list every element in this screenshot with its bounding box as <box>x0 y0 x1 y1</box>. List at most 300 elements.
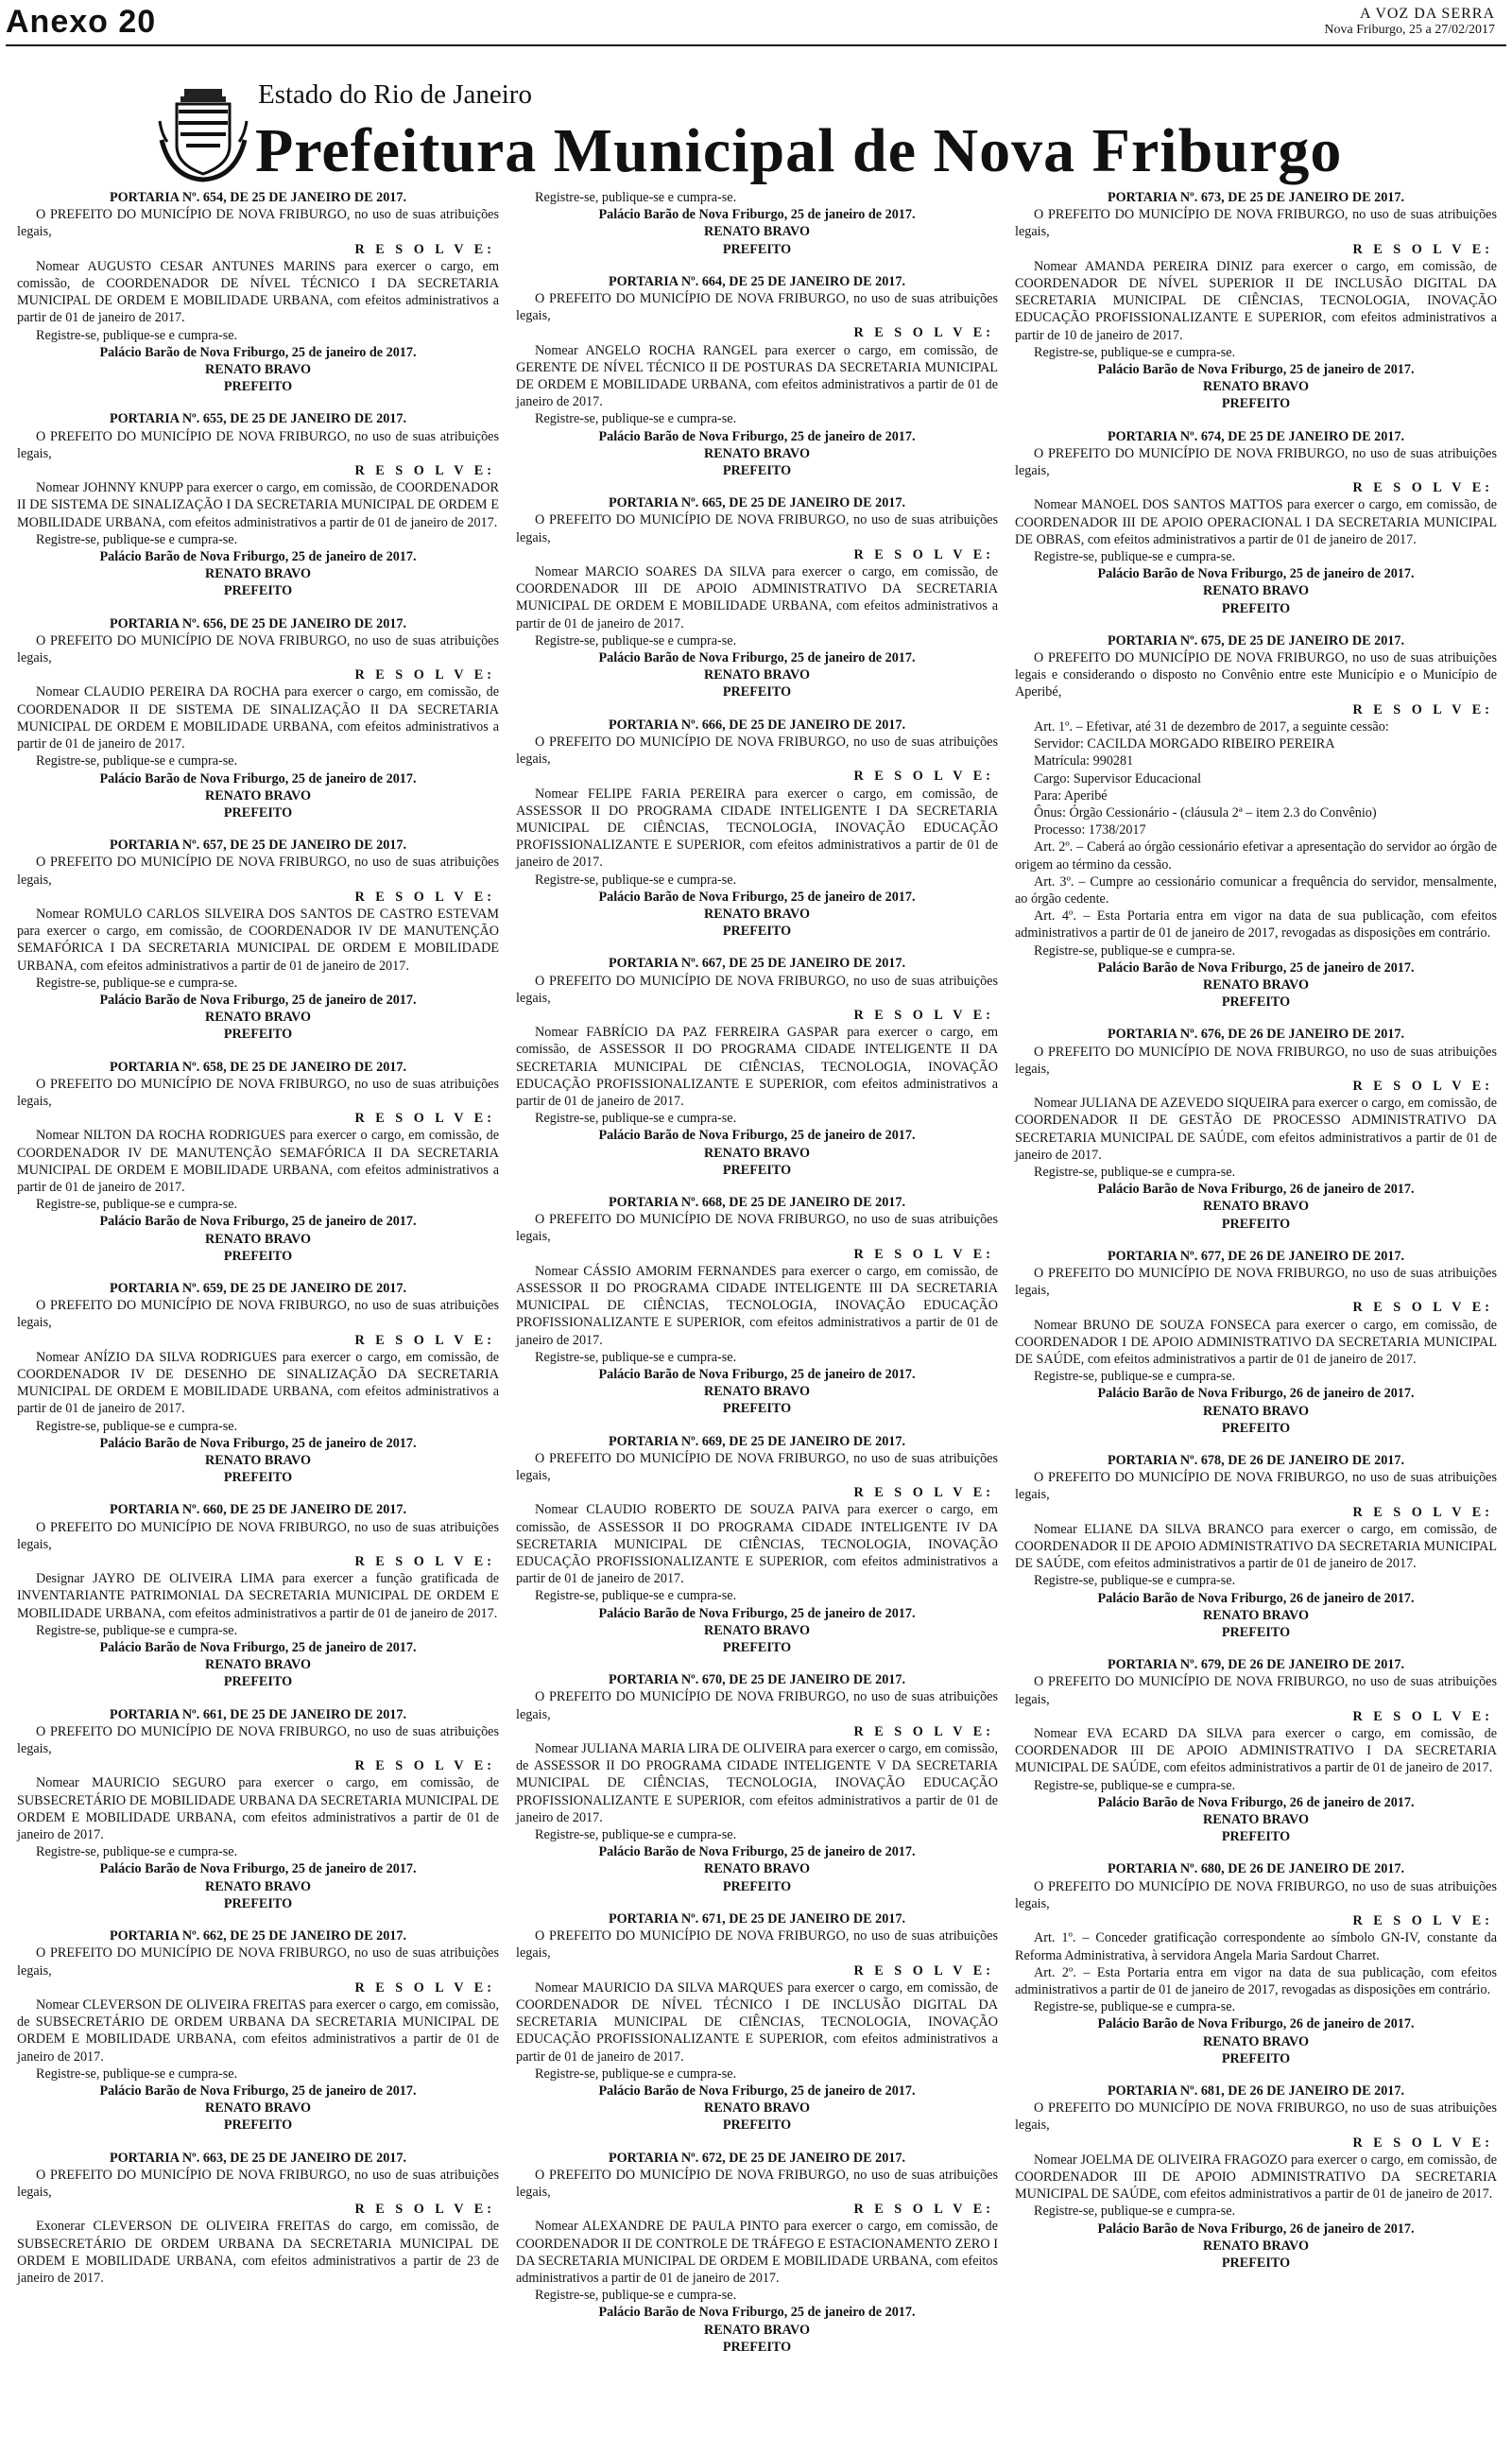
register-line: Registre-se, publique-se e cumpra-se. <box>36 753 238 769</box>
block-spacer <box>516 2356 998 2371</box>
portaria-block <box>1015 2082 1497 2287</box>
portaria-article: Art. 2º. – Esta Portaria entra em vigor na data de sua publicação, com efeitos administrativos a partir de 01 de janeiro de 2017, revogadas as disposições em contrário. <box>1015 1964 1497 1997</box>
signer-name: RENATO BRAVO <box>703 445 811 461</box>
portaria-article: Processo: 1738/2017 <box>1034 822 1146 838</box>
signer-title: PREFEITO <box>1221 1829 1291 1845</box>
portaria-heading: PORTARIA Nº. 666, DE 25 DE JANEIRO DE 2017. <box>608 717 906 733</box>
signer-name: RENATO BRAVO <box>204 2100 312 2117</box>
portaria-article: Ônus: Órgão Cessionário - (cláusula 2ª – item 2.3 do Convênio) <box>1034 804 1377 821</box>
signer-name: RENATO BRAVO <box>1202 379 1310 395</box>
portaria-intro: O PREFEITO DO MUNICÍPIO DE NOVA FRIBURGO, no uso de suas atribuições legais, <box>17 632 499 666</box>
portaria-body: Nomear ROMULO CARLOS SILVEIRA DOS SANTOS DE CASTRO ESTEVAM para exercer o cargo, em comissão, de COORDENADOR IV DE MANUTENÇÃO SEMAFÓRICA I DA SECRETARIA MUNICIPAL DE ORDEM E MOBILIDADE URBANA, com efeitos administrativos a partir de 01 de janeiro de 2017. <box>17 906 499 974</box>
resolve-label: R E S O L V E: <box>1352 1078 1493 1094</box>
register-line: Registre-se, publique-se e cumpra-se. <box>36 1622 238 1638</box>
portaria-intro: O PREFEITO DO MUNICÍPIO DE NOVA FRIBURGO, no uso de suas atribuições legais, <box>17 1945 499 1979</box>
register-line: Registre-se, publique-se e cumpra-se. <box>535 2288 737 2304</box>
portaria-body: Nomear CLAUDIO PEREIRA DA ROCHA para exercer o cargo, em comissão, de COORDENADOR II DE SISTEMA DE SINALIZAÇÃO II DA SECRETARIA MUNICIPAL DE ORDEM E MOBILIDADE URBANA, com efeitos administrativos a partir de 01 de janeiro de 2017. <box>17 684 499 752</box>
signer-name: RENATO BRAVO <box>1202 1403 1310 1419</box>
signer-title: PREFEITO <box>1221 396 1291 412</box>
resolve-label: R E S O L V E: <box>1352 2134 1493 2151</box>
register-line: Registre-se, publique-se e cumpra-se. <box>535 1111 737 1127</box>
portaria-block <box>17 189 499 410</box>
portaria-body: Nomear EVA ECARD DA SILVA para exercer o cargo, em comissão, de COORDENADOR III DE APOIO ADMINISTRATIVO I DA SECRETARIA MUNICIPAL DE SAÚDE, com efeitos administrativos a partir de 01 de janeiro de 2017. <box>1015 1726 1497 1776</box>
signer-title: PREFEITO <box>722 1401 792 1417</box>
resolve-label: R E S O L V E: <box>1352 480 1493 496</box>
signer-title: PREFEITO <box>1221 2050 1291 2066</box>
portaria-heading: PORTARIA Nº. 674, DE 25 DE JANEIRO DE 2017. <box>1107 428 1405 444</box>
palace-date: Palácio Barão de Nova Friburgo, 25 de janeiro de 2017. <box>1097 959 1415 976</box>
signer-title: PREFEITO <box>1221 600 1291 616</box>
signer-name: RENATO BRAVO <box>703 2100 811 2117</box>
portaria-intro: O PREFEITO DO MUNICÍPIO DE NOVA FRIBURGO, no uso de suas atribuições legais, <box>1015 1470 1497 1503</box>
portaria-block <box>1015 1452 1497 1656</box>
signer-name: RENATO BRAVO <box>703 667 811 683</box>
portaria-block <box>1015 189 1497 428</box>
portaria-block <box>17 1927 499 2149</box>
register-line: Registre-se, publique-se e cumpra-se. <box>36 327 238 343</box>
resolve-label: R E S O L V E: <box>354 667 495 683</box>
register-line: Registre-se, publique-se e cumpra-se. <box>535 1349 737 1365</box>
portaria-intro: O PREFEITO DO MUNICÍPIO DE NOVA FRIBURGO, no uso de suas atribuições legais, <box>516 1928 998 1961</box>
portaria-body: Nomear ANÍZIO DA SILVA RODRIGUES para exercer o cargo, em comissão, de COORDENADOR IV DE DESENHO DE SINALIZAÇÃO DA SECRETARIA MUNICIPAL DE ORDEM E MOBILIDADE URBANA, com efeitos administrativos a partir de 01 de janeiro de 2017. <box>17 1349 499 1417</box>
continued-closing <box>516 189 998 273</box>
portaria-body: Nomear ELIANE DA SILVA BRANCO para exercer o cargo, em comissão, de COORDENADOR II DE APOIO ADMINISTRATIVO DA SECRETARIA MUNICIPAL DE SAÚDE, com efeitos administrativos a partir de 01 de janeiro de 2017. <box>1015 1521 1497 1572</box>
resolve-label: R E S O L V E: <box>1352 1504 1493 1520</box>
portaria-intro: O PREFEITO DO MUNICÍPIO DE NOVA FRIBURGO, no uso de suas atribuições legais, <box>516 1450 998 1484</box>
signer-name: RENATO BRAVO <box>204 1010 312 1026</box>
prefeitura-title: Prefeitura Municipal de Nova Friburgo <box>255 116 1343 185</box>
signer-name: RENATO BRAVO <box>703 1861 811 1877</box>
signer-title: PREFEITO <box>223 1027 293 1043</box>
resolve-label: R E S O L V E: <box>354 1758 495 1774</box>
portaria-body: Nomear NILTON DA ROCHA RODRIGUES para exercer o cargo, em comissão, de COORDENADOR IV DE MANUTENÇÃO SEMAFÓRICA II DA SECRETARIA MUNICIPAL DE ORDEM E MOBILIDADE URBANA, com efeitos administrativos a partir de 01 de janeiro de 2017. <box>17 1128 499 1195</box>
portaria-article: Para: Aperibé <box>1034 787 1108 804</box>
palace-date: Palácio Barão de Nova Friburgo, 25 de janeiro de 2017. <box>598 428 916 444</box>
block-spacer <box>17 1265 499 1280</box>
portaria-body: Nomear CÁSSIO AMORIM FERNANDES para exercer o cargo, em comissão, de ASSESSOR II DO PROGRAMA CIDADE INTELIGENTE III DA SECRETARIA MUNICIPAL DE CIÊNCIAS, TECNOLOGIA, INOVAÇÃO EDUCAÇÃO PROFISSIONALIZANTE E SUPERIOR, com efeitos administrativos a partir de 01 de janeiro de 2017. <box>516 1263 998 1348</box>
portaria-heading: PORTARIA Nº. 670, DE 25 DE JANEIRO DE 2017. <box>608 1672 906 1688</box>
portaria-body: Nomear CLEVERSON DE OLIVEIRA FREITAS para exercer o cargo, em comissão, de SUBSECRETÁRIO DE ORDEM URBANA DA SECRETARIA MUNICIPAL DE ORDEM E MOBILIDADE URBANA, com efeitos administrativos a partir de 01 de janeiro de 2017. <box>17 1996 499 2065</box>
portaria-body: Nomear MANOEL DOS SANTOS MATTOS para exercer o cargo, em comissão, de COORDENADOR III DE APOIO OPERACIONAL I DA SECRETARIA MUNICIPAL DE OBRAS, com efeitos administrativos a partir de 01 de janeiro de 2017. <box>1015 497 1497 547</box>
signer-name: RENATO BRAVO <box>204 1231 312 1247</box>
block-spacer <box>1015 1641 1497 1656</box>
resolve-label: R E S O L V E: <box>853 1723 994 1739</box>
portaria-block <box>17 1706 499 1927</box>
resolve-label: R E S O L V E: <box>853 325 994 341</box>
portaria-body: Nomear FABRÍCIO DA PAZ FERREIRA GASPAR para exercer o cargo, em comissão, de ASSESSOR II DO PROGRAMA CIDADE INTELIGENTE II DA SECRETARIA MUNICIPAL DE CIÊNCIAS, TECNOLOGIA, INOVAÇÃO EDUCAÇÃO PROFISSIONALIZANTE E SUPERIOR, com efeitos administrativos a partir de 01 de janeiro de 2017. <box>516 1025 998 1109</box>
block-spacer <box>17 2134 499 2150</box>
palace-date: Palácio Barão de Nova Friburgo, 25 de janeiro de 2017. <box>99 1214 417 1230</box>
resolve-label: R E S O L V E: <box>853 1485 994 1501</box>
register-line: Registre-se, publique-se e cumpra-se. <box>36 531 238 547</box>
portaria-block <box>17 410 499 614</box>
signer-title: PREFEITO <box>1221 1420 1291 1436</box>
register-line: Registre-se, publique-se e cumpra-se. <box>1034 1369 1236 1385</box>
signer-title: PREFEITO <box>722 1162 792 1178</box>
signer-name: RENATO BRAVO <box>1202 2238 1310 2254</box>
portaria-block <box>516 1910 998 2150</box>
portaria-block <box>516 2150 998 2371</box>
signer-name: RENATO BRAVO <box>703 224 811 240</box>
signer-title: PREFEITO <box>722 1878 792 1894</box>
register-line: Registre-se, publique-se e cumpra-se. <box>1034 1777 1236 1793</box>
signer-title: PREFEITO <box>722 1640 792 1656</box>
block-spacer <box>1015 1233 1497 1248</box>
block-spacer <box>17 600 499 615</box>
resolve-label: R E S O L V E: <box>1352 241 1493 257</box>
palace-date: Palácio Barão de Nova Friburgo, 25 de janeiro de 2017. <box>99 2082 417 2099</box>
signer-name: RENATO BRAVO <box>1202 1199 1310 1215</box>
block-spacer <box>516 1895 998 1910</box>
portaria-intro: O PREFEITO DO MUNICÍPIO DE NOVA FRIBURGO, no uso de suas atribuições legais, <box>516 512 998 545</box>
signer-name: RENATO BRAVO <box>204 787 312 804</box>
resolve-label: R E S O L V E: <box>853 1007 994 1023</box>
portaria-intro: O PREFEITO DO MUNICÍPIO DE NOVA FRIBURGO, no uso de suas atribuições legais, <box>1015 1044 1497 1077</box>
portaria-body: Nomear ALEXANDRE DE PAULA PINTO para exercer o cargo, em comissão, de COORDENADOR II DE CONTROLE DE TRÁFEGO E ESTACIONAMENTO ZERO I DA SECRETARIA MUNICIPAL DE ORDEM E MOBILIDADE URBANA, com efeitos administrativos a partir de 01 de janeiro de 2017. <box>516 2219 998 2286</box>
palace-date: Palácio Barão de Nova Friburgo, 25 de janeiro de 2017. <box>598 889 916 905</box>
palace-date: Palácio Barão de Nova Friburgo, 25 de janeiro de 2017. <box>1097 362 1415 378</box>
portaria-block <box>17 837 499 1058</box>
register-line: Registre-se, publique-se e cumpra-se. <box>1034 549 1236 565</box>
portaria-block <box>516 1433 998 1672</box>
portaria-article: Art. 2º. – Caberá ao órgão cessionário efetivar a apresentação do servidor ao órgão de origem ao término da cessão. <box>1015 839 1497 873</box>
portaria-body: Designar JAYRO DE OLIVEIRA LIMA para exercer a função gratificada de INVENTARIANTE PATRIMONIAL DA SECRETARIA MUNICIPAL DE ORDEM E MOBILIDADE URBANA, com efeitos administrativos a partir de 01 de janeiro de 2017. <box>17 1571 499 1621</box>
portaria-body: Nomear JULIANA MARIA LIRA DE OLIVEIRA para exercer o cargo, em comissão, de ASSESSOR II DO PROGRAMA CIDADE INTELIGENTE V DA SECRETARIA MUNICIPAL DE CIÊNCIAS, TECNOLOGIA, INOVAÇÃO EDUCAÇÃO PROFISSIONALIZANTE E SUPERIOR, com efeitos administrativos a partir de 01 de janeiro de 2017. <box>516 1741 998 1825</box>
portaria-intro: O PREFEITO DO MUNICÍPIO DE NOVA FRIBURGO, no uso de suas atribuições legais, <box>516 1689 998 1722</box>
palace-date: Palácio Barão de Nova Friburgo, 26 de janeiro de 2017. <box>1097 1386 1415 1402</box>
palace-date: Palácio Barão de Nova Friburgo, 25 de janeiro de 2017. <box>99 992 417 1008</box>
portaria-body: Nomear JULIANA DE AZEVEDO SIQUEIRA para exercer o cargo, em comissão, de COORDENADOR II DE GESTÃO DE PROCESSO ADMINISTRATIVO DA SECRETARIA MUNICIPAL DE SAÚDE, com efeitos administrativos a partir de 01 de janeiro de 2017. <box>1015 1096 1497 1163</box>
portaria-intro: O PREFEITO DO MUNICÍPIO DE NOVA FRIBURGO, no uso de suas atribuições legais, <box>1015 445 1497 479</box>
resolve-label: R E S O L V E: <box>1352 1300 1493 1316</box>
portaria-block <box>516 494 998 716</box>
palace-date: Palácio Barão de Nova Friburgo, 25 de janeiro de 2017. <box>598 650 916 666</box>
palace-date: Palácio Barão de Nova Friburgo, 26 de janeiro de 2017. <box>1097 1590 1415 1606</box>
resolve-label: R E S O L V E: <box>853 1962 994 1979</box>
portaria-block <box>17 1501 499 1705</box>
portaria-block <box>17 615 499 837</box>
palace-date: Palácio Barão de Nova Friburgo, 26 de janeiro de 2017. <box>1097 2221 1415 2237</box>
palace-date: Palácio Barão de Nova Friburgo, 26 de janeiro de 2017. <box>1097 1182 1415 1198</box>
signer-name: RENATO BRAVO <box>1202 2033 1310 2049</box>
portaria-heading: PORTARIA Nº. 654, DE 25 DE JANEIRO DE 2017. <box>109 190 407 205</box>
portaria-heading: PORTARIA Nº. 680, DE 26 DE JANEIRO DE 2017. <box>1107 1861 1405 1877</box>
signer-name: RENATO BRAVO <box>1202 1607 1310 1623</box>
block-spacer <box>516 701 998 717</box>
palace-date: Palácio Barão de Nova Friburgo, 25 de janeiro de 2017. <box>99 1861 417 1877</box>
resolve-label: R E S O L V E: <box>354 889 495 905</box>
portaria-heading: PORTARIA Nº. 665, DE 25 DE JANEIRO DE 2017. <box>608 495 906 511</box>
portaria-heading: PORTARIA Nº. 675, DE 25 DE JANEIRO DE 2017. <box>1107 632 1405 648</box>
portaria-heading: PORTARIA Nº. 667, DE 25 DE JANEIRO DE 2017. <box>608 956 906 972</box>
resolve-label: R E S O L V E: <box>853 546 994 562</box>
resolve-label: R E S O L V E: <box>1352 1708 1493 1724</box>
portaria-article: Art. 4º. – Esta Portaria entra em vigor na data de sua publicação, com efeitos administrativos a partir de 01 de janeiro de 2017, revogadas as disposições em contrário. <box>1015 908 1497 942</box>
portaria-body: Nomear JOELMA DE OLIVEIRA FRAGOZO para exercer o cargo, em comissão, de COORDENADOR III DE APOIO ADMINISTRATIVO DA SECRETARIA MUNICIPAL DE SAÚDE, com efeitos administrativos a partir de 01 de janeiro de 2017. <box>1015 2152 1497 2203</box>
signer-title: PREFEITO <box>722 2339 792 2355</box>
portaria-intro: O PREFEITO DO MUNICÍPIO DE NOVA FRIBURGO, no uso de suas atribuições legais, <box>516 734 998 768</box>
portaria-intro: O PREFEITO DO MUNICÍPIO DE NOVA FRIBURGO, no uso de suas atribuições legais, <box>516 1212 998 1245</box>
portaria-body: Exonerar CLEVERSON DE OLIVEIRA FREITAS do cargo, em comissão, de SUBSECRETÁRIO DE ORDEM URBANA DA SECRETARIA MUNICIPAL DE ORDEM E MOBILIDADE URBANA, com efeitos administrativos a partir de 23 de janeiro de 2017. <box>17 2219 499 2286</box>
register-line: Registre-se, publique-se e cumpra-se. <box>535 1827 737 1843</box>
palace-date: Palácio Barão de Nova Friburgo, 25 de janeiro de 2017. <box>598 207 916 223</box>
block-spacer <box>516 940 998 955</box>
portaria-block <box>1015 1860 1497 2082</box>
portaria-heading: PORTARIA Nº. 669, DE 25 DE JANEIRO DE 2017. <box>608 1433 906 1449</box>
block-spacer <box>17 1912 499 1927</box>
portaria-block <box>516 1671 998 1910</box>
block-spacer <box>1015 1845 1497 1860</box>
resolve-label: R E S O L V E: <box>354 1332 495 1348</box>
resolve-label: R E S O L V E: <box>354 463 495 479</box>
resolve-label: R E S O L V E: <box>1352 701 1493 717</box>
signer-name: RENATO BRAVO <box>204 1878 312 1894</box>
portaria-body: Nomear JOHNNY KNUPP para exercer o cargo, em comissão, de COORDENADOR II DE SISTEMA DE SINALIZAÇÃO I DA SECRETARIA MUNICIPAL DE ORDEM E MOBILIDADE URBANA, com efeitos administrativos a partir de 01 de janeiro de 2017. <box>17 480 499 530</box>
portaria-heading: PORTARIA Nº. 672, DE 25 DE JANEIRO DE 2017. <box>608 2150 906 2166</box>
register-line: Registre-se, publique-se e cumpra-se. <box>535 2065 737 2082</box>
portaria-body: Nomear AUGUSTO CESAR ANTUNES MARINS para exercer o cargo, em comissão, de COORDENADOR DE NÍVEL TÉCNICO I DA SECRETARIA MUNICIPAL DE ORDEM E MOBILIDADE URBANA, com efeitos administrativos a partir de 01 de janeiro de 2017. <box>17 258 499 326</box>
palace-date: Palácio Barão de Nova Friburgo, 25 de janeiro de 2017. <box>99 549 417 565</box>
block-spacer <box>516 1418 998 1433</box>
portaria-intro: O PREFEITO DO MUNICÍPIO DE NOVA FRIBURGO, no uso de suas atribuições legais, <box>516 973 998 1006</box>
portaria-block <box>1015 1248 1497 1452</box>
signer-title: PREFEITO <box>1221 1216 1291 1232</box>
block-spacer <box>1015 1437 1497 1452</box>
portaria-heading: PORTARIA Nº. 658, DE 25 DE JANEIRO DE 2017. <box>109 1059 407 1075</box>
portaria-heading: PORTARIA Nº. 657, DE 25 DE JANEIRO DE 2017. <box>109 838 407 854</box>
portaria-heading: PORTARIA Nº. 662, DE 25 DE JANEIRO DE 2017. <box>109 1928 407 1944</box>
portaria-heading: PORTARIA Nº. 655, DE 25 DE JANEIRO DE 2017. <box>109 411 407 427</box>
newspaper-name: A VOZ DA SERRA <box>1359 6 1495 22</box>
register-line: Registre-se, publique-se e cumpra-se. <box>535 411 737 427</box>
portaria-body: Nomear MAURICIO SEGURO para exercer o cargo, em comissão, de SUBSECRETÁRIO DE MOBILIDADE URBANA DA SECRETARIA MUNICIPAL DE ORDEM E MOBILIDADE URBANA, com efeitos administrativos a partir de 01 de janeiro de 2017. <box>17 1775 499 1843</box>
portaria-heading: PORTARIA Nº. 676, DE 26 DE JANEIRO DE 2017. <box>1107 1027 1405 1043</box>
resolve-label: R E S O L V E: <box>354 1554 495 1570</box>
signer-name: RENATO BRAVO <box>1202 1812 1310 1828</box>
palace-date: Palácio Barão de Nova Friburgo, 25 de janeiro de 2017. <box>1097 566 1415 582</box>
column-1 <box>17 189 499 2287</box>
register-line: Registre-se, publique-se e cumpra-se. <box>1034 942 1236 959</box>
portaria-heading: PORTARIA Nº. 678, DE 26 DE JANEIRO DE 2017. <box>1107 1453 1405 1469</box>
block-spacer <box>516 258 998 273</box>
resolve-label: R E S O L V E: <box>853 2202 994 2218</box>
resolve-label: R E S O L V E: <box>354 1111 495 1127</box>
signer-name: RENATO BRAVO <box>703 1622 811 1638</box>
header-divider <box>6 44 1506 46</box>
edition-date: Nova Friburgo, 25 a 27/02/2017 <box>1324 23 1495 37</box>
signer-title: PREFEITO <box>223 1674 293 1690</box>
portaria-intro: O PREFEITO DO MUNICÍPIO DE NOVA FRIBURGO, no uso de suas atribuições legais, <box>17 2167 499 2200</box>
portaria-article: Art. 3º. – Cumpre ao cessionário comunicar a frequência do servidor, mensalmente, ao órgão cedente. <box>1015 873 1497 907</box>
portaria-heading: PORTARIA Nº. 659, DE 25 DE JANEIRO DE 2017. <box>109 1280 407 1296</box>
portaria-block <box>1015 428 1497 632</box>
signer-name: RENATO BRAVO <box>1202 976 1310 993</box>
column-3 <box>1015 189 1497 2287</box>
signer-name: RENATO BRAVO <box>204 566 312 582</box>
register-line: Registre-se, publique-se e cumpra-se. <box>36 1197 238 1213</box>
palace-date: Palácio Barão de Nova Friburgo, 25 de janeiro de 2017. <box>598 1844 916 1860</box>
signer-title: PREFEITO <box>1221 994 1291 1011</box>
portaria-heading: PORTARIA Nº. 668, DE 25 DE JANEIRO DE 2017. <box>608 1194 906 1210</box>
signer-title: PREFEITO <box>722 463 792 479</box>
portaria-heading: PORTARIA Nº. 671, DE 25 DE JANEIRO DE 2017. <box>608 1910 906 1927</box>
portaria-intro: O PREFEITO DO MUNICÍPIO DE NOVA FRIBURGO, no uso de suas atribuições legais, <box>17 1723 499 1757</box>
portaria-block <box>516 1194 998 1433</box>
signer-name: RENATO BRAVO <box>703 1145 811 1161</box>
signer-name: RENATO BRAVO <box>703 906 811 922</box>
portaria-body: Nomear AMANDA PEREIRA DINIZ para exercer o cargo, em comissão, de COORDENADOR DE NÍVEL SUPERIOR II DE INCLUSÃO DIGITAL DA SECRETARIA MUNICIPAL DE CIÊNCIAS, TECNOLOGIA, INOVAÇÃO EDUCAÇÃO PROFISSIONALIZANTE E SUPERIOR, com efeitos administrativos a partir de 10 de janeiro de 2017. <box>1015 258 1497 343</box>
register-line: Registre-se, publique-se e cumpra-se. <box>36 2065 238 2082</box>
masthead <box>156 66 1366 185</box>
signer-name: RENATO BRAVO <box>1202 583 1310 599</box>
register-line: Registre-se, publique-se e cumpra-se. <box>1034 1573 1236 1589</box>
portaria-heading: PORTARIA Nº. 664, DE 25 DE JANEIRO DE 2017. <box>608 273 906 289</box>
block-spacer <box>17 821 499 837</box>
block-spacer <box>1015 413 1497 428</box>
palace-date: Palácio Barão de Nova Friburgo, 25 de janeiro de 2017. <box>99 770 417 786</box>
block-spacer <box>17 1691 499 1706</box>
block-spacer <box>1015 617 1497 632</box>
block-spacer <box>516 1179 998 1194</box>
palace-date: Palácio Barão de Nova Friburgo, 26 de janeiro de 2017. <box>1097 1794 1415 1810</box>
palace-date: Palácio Barão de Nova Friburgo, 25 de janeiro de 2017. <box>598 2082 916 2099</box>
portaria-intro: O PREFEITO DO MUNICÍPIO DE NOVA FRIBURGO, no uso de suas atribuições legais, <box>17 855 499 888</box>
portaria-body: Nomear CLAUDIO ROBERTO DE SOUZA PAIVA para exercer o cargo, em comissão, de ASSESSOR II DO PROGRAMA CIDADE INTELIGENTE IV DA SECRETARIA MUNICIPAL DE CIÊNCIAS, TECNOLOGIA, INOVAÇÃO EDUCAÇÃO PROFISSIONALIZANTE E SUPERIOR, com efeitos administrativos a partir de 01 de janeiro de 2017. <box>516 1502 998 1587</box>
portaria-intro: O PREFEITO DO MUNICÍPIO DE NOVA FRIBURGO, no uso de suas atribuições legais, <box>516 2167 998 2200</box>
newspaper-info <box>1324 6 1495 38</box>
content-columns <box>17 189 1497 2448</box>
signer-title: PREFEITO <box>223 1895 293 1911</box>
register-line: Registre-se, publique-se e cumpra-se. <box>36 1418 238 1434</box>
block-spacer <box>1015 1011 1497 1026</box>
portaria-body: Nomear BRUNO DE SOUZA FONSECA para exercer o cargo, em comissão, de COORDENADOR I DE APOIO ADMINISTRATIVO DA SECRETARIA MUNICIPAL DE SAÚDE, com efeitos administrativos a partir de 01 de janeiro de 2017. <box>1015 1317 1497 1367</box>
palace-date: Palácio Barão de Nova Friburgo, 25 de janeiro de 2017. <box>598 1367 916 1382</box>
portaria-intro: O PREFEITO DO MUNICÍPIO DE NOVA FRIBURGO, no uso de suas atribuições legais, <box>1015 1265 1497 1299</box>
block-spacer <box>17 395 499 410</box>
block-spacer <box>516 479 998 494</box>
portaria-body: Nomear FELIPE FARIA PEREIRA para exercer o cargo, em comissão, de ASSESSOR II DO PROGRAMA CIDADE INTELIGENTE I DA SECRETARIA MUNICIPAL DE CIÊNCIAS, TECNOLOGIA, INOVAÇÃO EDUCAÇÃO PROFISSIONALIZANTE E SUPERIOR, com efeitos administrativos a partir de 01 de janeiro de 2017. <box>516 786 998 871</box>
resolve-label: R E S O L V E: <box>853 769 994 785</box>
portaria-heading: PORTARIA Nº. 673, DE 25 DE JANEIRO DE 2017. <box>1107 190 1405 205</box>
signer-title: PREFEITO <box>722 924 792 940</box>
signer-title: PREFEITO <box>223 1470 293 1486</box>
palace-date: Palácio Barão de Nova Friburgo, 25 de janeiro de 2017. <box>99 1435 417 1451</box>
signer-title: PREFEITO <box>223 583 293 599</box>
resolve-label: R E S O L V E: <box>853 1246 994 1262</box>
signer-name: RENATO BRAVO <box>204 1657 312 1673</box>
portaria-heading: PORTARIA Nº. 679, DE 26 DE JANEIRO DE 2017. <box>1107 1657 1405 1673</box>
portaria-body: Nomear MARCIO SOARES DA SILVA para exercer o cargo, em comissão, de COORDENADOR III DE APOIO ADMINISTRATIVO DA SECRETARIA MUNICIPAL DE ORDEM E MOBILIDADE URBANA, com efeitos administrativos a partir de 01 de janeiro de 2017. <box>516 564 998 631</box>
portaria-article: Art. 1º. – Efetivar, até 31 de dezembro de 2017, a seguinte cessão: <box>1034 718 1389 734</box>
signer-name: RENATO BRAVO <box>703 1384 811 1400</box>
block-spacer <box>17 1044 499 1059</box>
portaria-intro: O PREFEITO DO MUNICÍPIO DE NOVA FRIBURGO, no uso de suas atribuições legais, <box>17 1519 499 1552</box>
resolve-label: R E S O L V E: <box>354 241 495 257</box>
portaria-heading: PORTARIA Nº. 656, DE 25 DE JANEIRO DE 2017. <box>109 615 407 631</box>
register-line: Registre-se, publique-se e cumpra-se. <box>36 1844 238 1860</box>
signer-title: PREFEITO <box>223 2117 293 2134</box>
register-line: Registre-se, publique-se e cumpra-se. <box>1034 1164 1236 1180</box>
palace-date: Palácio Barão de Nova Friburgo, 25 de janeiro de 2017. <box>598 1128 916 1144</box>
register-line: Registre-se, publique-se e cumpra-se. <box>535 1588 737 1604</box>
portaria-intro: O PREFEITO DO MUNICÍPIO DE NOVA FRIBURGO, no uso de suas atribuições legais, <box>17 1076 499 1109</box>
portaria-heading: PORTARIA Nº. 677, DE 26 DE JANEIRO DE 2017. <box>1107 1248 1405 1264</box>
signer-title: PREFEITO <box>223 379 293 395</box>
portaria-block <box>1015 1026 1497 1247</box>
portaria-block <box>516 955 998 1194</box>
signer-title: PREFEITO <box>223 804 293 821</box>
signer-name: RENATO BRAVO <box>703 2322 811 2338</box>
portaria-intro: O PREFEITO DO MUNICÍPIO DE NOVA FRIBURGO, no uso de suas atribuições legais, <box>516 291 998 324</box>
signer-title: PREFEITO <box>722 2117 792 2134</box>
block-spacer <box>516 2134 998 2150</box>
portaria-body: Nomear MAURICIO DA SILVA MARQUES para exercer o cargo, em comissão, de COORDENADOR DE NÍVEL TÉCNICO I DE INCLUSÃO DIGITAL DA SECRETARIA MUNICIPAL DE CIÊNCIAS, TECNOLOGIA, INOVAÇÃO EDUCAÇÃO PROFISSIONALIZANTE E SUPERIOR, com efeitos administrativos a partir de 01 de janeiro de 2017. <box>516 1979 998 2065</box>
register-line: Registre-se, publique-se e cumpra-se. <box>1034 2203 1236 2220</box>
signer-title: PREFEITO <box>223 1248 293 1264</box>
portaria-block <box>17 1280 499 1501</box>
resolve-label: R E S O L V E: <box>354 2202 495 2218</box>
portaria-intro: O PREFEITO DO MUNICÍPIO DE NOVA FRIBURGO, no uso de suas atribuições legais, <box>1015 1878 1497 1911</box>
portaria-intro: O PREFEITO DO MUNICÍPIO DE NOVA FRIBURGO, no uso de suas atribuições legais, <box>17 207 499 240</box>
palace-date: Palácio Barão de Nova Friburgo, 25 de janeiro de 2017. <box>99 344 417 360</box>
block-spacer <box>516 1656 998 1671</box>
block-spacer <box>17 1486 499 1501</box>
portaria-intro: O PREFEITO DO MUNICÍPIO DE NOVA FRIBURGO, no uso de suas atribuições legais e considerando o disposto no Convênio entre este Município e o Município de Aperibé, <box>1015 650 1497 700</box>
portaria-intro: O PREFEITO DO MUNICÍPIO DE NOVA FRIBURGO, no uso de suas atribuições legais, <box>1015 1674 1497 1707</box>
portaria-heading: PORTARIA Nº. 660, DE 25 DE JANEIRO DE 2017. <box>109 1502 407 1518</box>
portaria-intro: O PREFEITO DO MUNICÍPIO DE NOVA FRIBURGO, no uso de suas atribuições legais, <box>17 428 499 461</box>
register-line: Registre-se, publique-se e cumpra-se. <box>535 872 737 888</box>
portaria-block <box>516 717 998 956</box>
column-2 <box>516 189 998 2371</box>
portaria-intro: O PREFEITO DO MUNICÍPIO DE NOVA FRIBURGO, no uso de suas atribuições legais, <box>17 1298 499 1331</box>
register-line: Registre-se, publique-se e cumpra-se. <box>1034 1999 1236 2015</box>
portaria-heading: PORTARIA Nº. 663, DE 25 DE JANEIRO DE 2017. <box>109 2150 407 2166</box>
portaria-block <box>17 2150 499 2288</box>
annex-label: Anexo 20 <box>6 4 157 40</box>
portaria-article: Art. 1º. – Conceder gratificação correspondente ao símbolo GN-IV, constante da Reforma Administrativa, à servidora Angela Maria Sardout Charret. <box>1015 1930 1497 1963</box>
portaria-article: Matrícula: 990281 <box>1034 753 1134 769</box>
register-line: Registre-se, publique-se e cumpra-se. <box>535 632 737 648</box>
signer-title: PREFEITO <box>722 241 792 257</box>
state-name: Estado do Rio de Janeiro <box>258 79 532 110</box>
portaria-block <box>1015 632 1497 1026</box>
portaria-block <box>17 1059 499 1280</box>
portaria-body: Nomear ANGELO ROCHA RANGEL para exercer o cargo, em comissão, de GERENTE DE NÍVEL TÉCNICO II DE POSTURAS DA SECRETARIA MUNICIPAL DE ORDEM E MOBILIDADE URBANA, com efeitos administrativos a partir de 01 de janeiro de 2017. <box>516 342 998 410</box>
page-header <box>0 0 1512 42</box>
signer-name: RENATO BRAVO <box>204 362 312 378</box>
palace-date: Palácio Barão de Nova Friburgo, 26 de janeiro de 2017. <box>1097 2016 1415 2032</box>
resolve-label: R E S O L V E: <box>354 1979 495 1996</box>
register-line: Registre-se, publique-se e cumpra-se. <box>535 190 737 205</box>
portaria-article: Cargo: Supervisor Educacional <box>1034 770 1202 786</box>
block-spacer <box>1015 2272 1497 2287</box>
signer-title: PREFEITO <box>722 684 792 700</box>
signer-title: PREFEITO <box>1221 1625 1291 1641</box>
resolve-label: R E S O L V E: <box>1352 1913 1493 1929</box>
register-line: Registre-se, publique-se e cumpra-se. <box>1034 344 1236 360</box>
signer-name: RENATO BRAVO <box>204 1453 312 1469</box>
portaria-block <box>1015 1656 1497 1860</box>
portaria-intro: O PREFEITO DO MUNICÍPIO DE NOVA FRIBURGO, no uso de suas atribuições legais, <box>1015 2100 1497 2134</box>
portaria-heading: PORTARIA Nº. 661, DE 25 DE JANEIRO DE 2017. <box>109 1706 407 1722</box>
palace-date: Palácio Barão de Nova Friburgo, 25 de janeiro de 2017. <box>99 1640 417 1656</box>
portaria-block <box>516 273 998 494</box>
palace-date: Palácio Barão de Nova Friburgo, 25 de janeiro de 2017. <box>598 2305 916 2321</box>
portaria-heading: PORTARIA Nº. 681, DE 26 DE JANEIRO DE 2017. <box>1107 2082 1405 2099</box>
portaria-intro: O PREFEITO DO MUNICÍPIO DE NOVA FRIBURGO, no uso de suas atribuições legais, <box>1015 207 1497 240</box>
palace-date: Palácio Barão de Nova Friburgo, 25 de janeiro de 2017. <box>598 1605 916 1621</box>
